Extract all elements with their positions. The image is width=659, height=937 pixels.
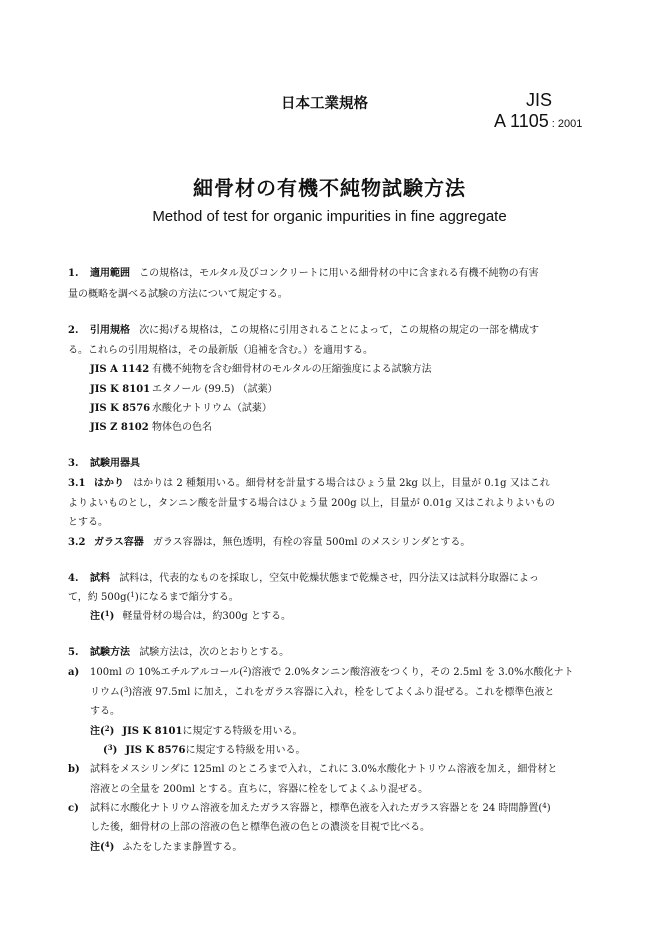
section-3-1-line-1 (68, 477, 550, 491)
item-c-label: c) (68, 803, 79, 814)
section-3-2-heading: ガラス容器 (94, 537, 144, 548)
item-b-line-2: 溶液との全量を 200ml とする。直ちに，容器に栓をしてよくふり混ぜる。 (90, 784, 429, 795)
item-c-line-2: した後，細骨材の上部の溶液の色と標準色液の色との濃淡を目視で比べる。 (90, 822, 430, 833)
item-a-text-1b: )溶液で 2.0%タンニン酸溶液をつくり，その 2.5ml を 3.0%水酸化ナト (247, 667, 574, 678)
section-3-1-line-3: とする。 (68, 517, 108, 528)
item-a-text-2b: )溶液 97.5ml に加え，これをガラス容器に入れ，栓をしてよくふり混ぜる。これを標準色液と (128, 687, 555, 698)
section-4-text-a: て，約 500g( (68, 592, 131, 603)
note-label: 注( (90, 726, 105, 737)
footnote-ref: 2 (243, 666, 248, 674)
section-3-1-heading: はかり (94, 478, 124, 489)
section-4-line-1 (68, 572, 539, 586)
note-label-close: ) (109, 611, 115, 622)
item-a-line-3: する。 (90, 706, 120, 717)
jis-number (494, 111, 582, 132)
note-label-close: ) (109, 726, 115, 737)
footnote-ref: 3 (123, 686, 129, 694)
note-number: 4 (104, 840, 110, 849)
section-5-line-1 (68, 646, 289, 660)
footnote-ref: 4 (542, 802, 547, 810)
item-a-text-1a: 100ml の 10%エチルアルコール( (90, 667, 244, 678)
item-c-line-1 (90, 802, 551, 816)
note-text: に規定する特級を用いる。 (182, 726, 303, 737)
note-3 (103, 744, 305, 758)
reference-item (90, 383, 278, 397)
section-5-number: 5. (68, 647, 79, 658)
note-2 (90, 725, 302, 739)
reference-title: 水酸化ナトリウム（試薬） (152, 403, 272, 414)
section-2-line-1 (68, 324, 539, 338)
section-3-heading: 試験用器具 (90, 458, 140, 469)
item-a-label: a) (68, 667, 80, 678)
note-label: ( (103, 745, 108, 756)
section-3-1-number: 3.1 (68, 478, 86, 489)
reference-title: 物体色の色名 (152, 422, 212, 433)
reference-code: JIS A 1142 (90, 364, 150, 375)
section-4-text-b: )になるまで縮分する。 (134, 592, 239, 603)
item-b-label: b) (68, 764, 80, 775)
section-4-heading: 試料 (90, 573, 110, 584)
note-1 (90, 610, 291, 624)
note-number: 3 (107, 743, 113, 752)
reference-title: 有機不純物を含む細骨材のモルタルの圧縮強度による試験方法 (152, 364, 432, 375)
standard-title: 日本工業規格 (281, 96, 368, 112)
section-3-2-number: 3.2 (68, 537, 86, 548)
reference-code: JIS K 8576 (90, 403, 151, 414)
section-1-line-2: 量の概略を調べる試験の方法について規定する。 (68, 289, 288, 300)
note-4 (90, 841, 242, 855)
note-label: 注( (90, 611, 105, 622)
section-3-1-line-2: よりよいものとし，タンニン酸を計量する場合はひょう量 200g 以上，目量が 0.01g 又はこれよりよいもの (68, 498, 555, 509)
section-2-line-2: る。これらの引用規格は，その最新版（追補を含む。）を適用する。 (68, 345, 373, 356)
section-1-number: 1. (68, 268, 79, 279)
section-5-heading: 試験方法 (90, 647, 130, 658)
section-1-heading: 適用範囲 (90, 268, 130, 279)
item-a-text-2a: リウム( (90, 687, 124, 698)
section-2-text: 次に掲げる規格は，この規格に引用されることによって，この規格の規定の一部を構成す (139, 325, 539, 336)
item-c-text-1a: 試料に水酸化ナトリウム溶液を加えたガラス容器と，標準色液を入れたガラス容器とを 24 時間静置( (90, 803, 543, 814)
item-b-line-1: 試料をメスシリンダに 125ml のところまで入れ，これに 3.0%水酸化ナトリウム溶液を加え，細骨材と (90, 764, 558, 775)
item-c-text-1b: ) (546, 803, 551, 814)
note-number: 1 (104, 609, 110, 618)
section-2-number: 2. (68, 325, 79, 336)
item-a-line-1 (90, 666, 574, 680)
reference-item (90, 363, 432, 377)
item-a-line-2 (90, 686, 554, 700)
reference-code: JIS K 8101 (90, 384, 151, 395)
document-title: 細骨材の有機不純物試験方法 (193, 176, 466, 200)
reference-title: エタノール (99.5) （試薬） (152, 384, 278, 395)
section-1-text: この規格は，モルタル及びコンクリートに用いる細骨材の中に含まれる有機不純物の有害 (139, 268, 539, 279)
reference-code: JIS Z 8102 (90, 422, 149, 433)
note-label-close: ) (112, 745, 118, 756)
footnote-ref: 1 (130, 591, 135, 599)
section-3-2-text: ガラス容器は，無色透明，有栓の容量 500ml のメスシリンダとする。 (152, 537, 471, 548)
section-3-2-line (68, 536, 470, 550)
reference-item (90, 402, 272, 416)
section-4-line-2 (68, 591, 239, 605)
note-number: 2 (104, 724, 110, 733)
note-label: 注( (90, 842, 105, 853)
jis-code: A 1105 (494, 111, 549, 131)
jis-year: : 2001 (551, 118, 583, 130)
note-text: ふたをしたまま静置する。 (122, 842, 243, 853)
section-5-text: 試験方法は，次のとおりとする。 (139, 647, 290, 658)
section-3-1-text: はかりは 2 種類用いる。細骨材を計量する場合はひょう量 2kg 以上，目量が 0.1g 又はこれ (133, 478, 550, 489)
note-text: に規定する特級を用いる。 (185, 745, 306, 756)
section-1-line-1 (68, 267, 539, 281)
note-code: JIS K 8576 (125, 745, 186, 756)
section-3-number: 3. (68, 458, 79, 469)
section-4-number: 4. (68, 573, 79, 584)
note-text: 軽量骨材の場合は，約300g とする。 (122, 611, 292, 622)
jis-label: JIS (526, 90, 553, 110)
reference-item (90, 421, 212, 435)
note-code: JIS K 8101 (122, 726, 183, 737)
section-2-heading: 引用規格 (90, 325, 130, 336)
section-4-text: 試料は，代表的なものを採取し，空気中乾燥状態まで乾燥させ，四分法又は試料分取器によっ (119, 573, 539, 584)
section-3-heading-line (68, 457, 140, 471)
document-title-english: Method of test for organic impurities in fine aggregate (152, 208, 507, 225)
note-label-close: ) (109, 842, 115, 853)
